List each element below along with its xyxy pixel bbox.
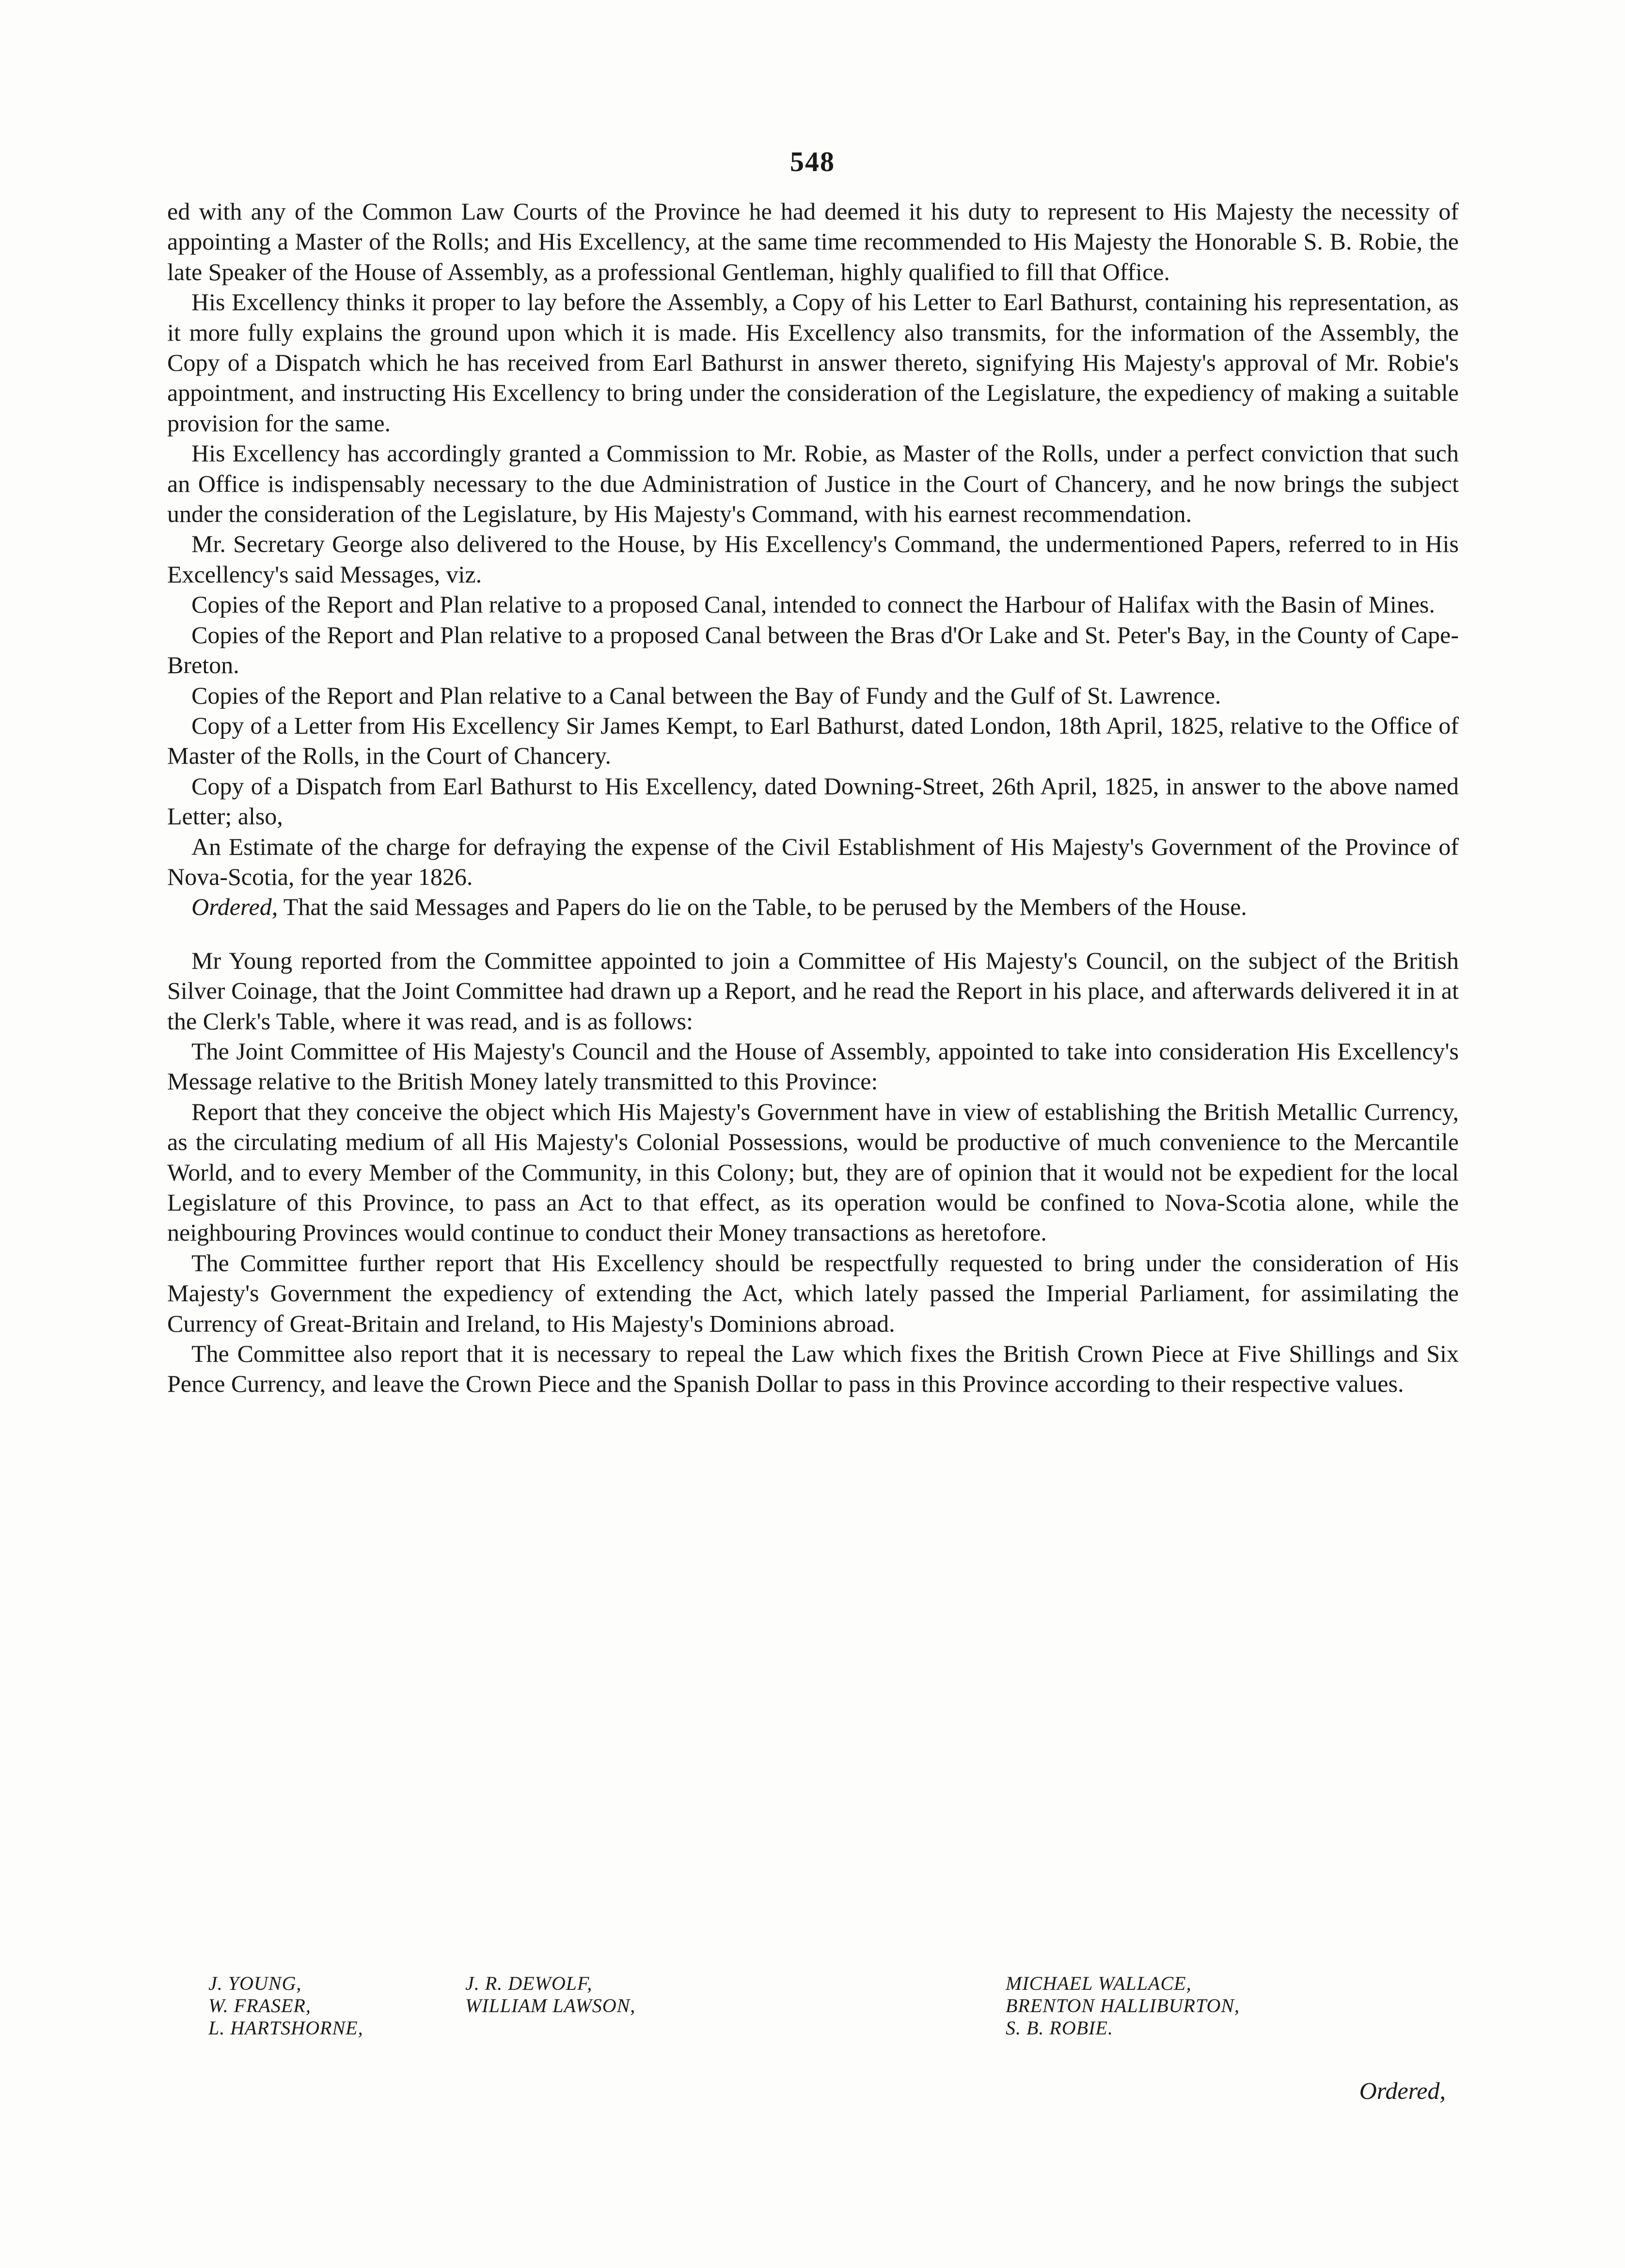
paragraph-text: The Committee also report that it is necessary to repeal the Law which fixes the British Crown Piece at Five Shillings and Six Pence Currency, and leave the Crown Piece and the Spanish Dollar to pass in this Province according to their respective values.	[167, 1340, 1459, 1398]
paragraph-text: Copies of the Report and Plan relative to a proposed Canal between the Bras d'Or Lake and St. Peter's Bay, in the County of Cape-Breton.	[167, 621, 1459, 679]
catchword: Ordered,	[1359, 2077, 1446, 2104]
signature-name: J. YOUNG,	[208, 1972, 302, 1994]
paragraph-text: The Joint Committee of His Majesty's Council and the House of Assembly, appointed to take into consideration His Excellency's Message relative to the British Money lately transmitted to this Province:	[167, 1037, 1459, 1095]
paragraph	[167, 892, 1459, 922]
signature-name: W. FRASER,	[208, 1995, 311, 2016]
paragraph	[167, 620, 1459, 680]
page-number: 548	[790, 146, 835, 177]
paragraph	[167, 438, 1459, 529]
paragraph-text: Copies of the Report and Plan relative to a proposed Canal, intended to connect the Harbour of Halifax with the Basin of Mines.	[191, 591, 1436, 618]
paragraph	[167, 771, 1459, 832]
signature-name: L. HARTSHORNE,	[208, 2017, 363, 2039]
paragraph-text: His Excellency has accordingly granted a Commission to Mr. Robie, as Master of the Rolls, under a perfect conviction that such an Office is indispensably necessary to the due Administration of Justice in the Court of Chancery, and he now brings the subject under the consideration of the Legislature, by His Majesty's Command, with his earnest recommendation.	[167, 440, 1459, 528]
signature-name: MICHAEL WALLACE,	[1006, 1972, 1192, 1994]
paragraph	[167, 1339, 1459, 1399]
signature-block	[208, 1972, 1468, 2045]
body-text	[167, 196, 1459, 1399]
signature-column-1	[208, 1972, 363, 2039]
paragraph-text: Mr Young reported from the Committee appointed to join a Committee of His Majesty's Council, on the subject of the British Silver Coinage, that the Joint Committee had drawn up a Report, and he read the Report in his place, and afterwards delivered it in at the Clerk's Table, where it was read, and is as follows:	[167, 946, 1459, 1035]
paragraph	[167, 710, 1459, 771]
paragraph	[167, 945, 1459, 1036]
paragraph	[167, 196, 1459, 287]
signature-name: WILLIAM LAWSON,	[465, 1995, 636, 2016]
paragraph-text: Copy of a Dispatch from Earl Bathurst to His Excellency, dated Downing-Street, 26th April, 1825, in answer to the above named Letter; also,	[167, 772, 1459, 830]
paragraph	[167, 287, 1459, 438]
paragraph	[167, 680, 1459, 710]
signature-name: J. R. DEWOLF,	[465, 1972, 593, 1994]
paragraph	[167, 529, 1459, 589]
paragraph	[167, 832, 1459, 892]
paragraph	[167, 589, 1459, 619]
signature-name: BRENTON HALLIBURTON,	[1006, 1995, 1240, 2016]
paragraph-text: That the said Messages and Papers do lie on the Table, to be perused by the Members of the House.	[278, 893, 1247, 921]
signature-column-3	[1006, 1972, 1240, 2039]
paragraph	[167, 1248, 1459, 1339]
signature-column-2	[465, 1972, 635, 2017]
paragraph-lead: Ordered,	[191, 893, 278, 921]
paragraph	[167, 1097, 1459, 1248]
paragraph-text: Report that they conceive the object which His Majesty's Government have in view of establishing the British Metallic Currency, as the circulating medium of all His Majesty's Colonial Possessions, would be productive of much convenience to the Mercantile World, and to every Member of the Community, in this Colony; but, they are of opinion that it would not be expedient for the local Legislature of this Province, to pass an Act to that effect, as its operation would be confined to Nova-Scotia alone, while the neighbouring Provinces would continue to conduct their Money transactions as heretofore.	[167, 1098, 1459, 1246]
paragraph-text: His Excellency thinks it proper to lay before the Assembly, a Copy of his Letter to Earl Bathurst, containing his representation, as it more fully explains the ground upon which it is made. His Excellency also transmits, for the information of the Assembly, the Copy of a Dispatch which he has received from Earl Bathurst in answer thereto, signifying His Majesty's approval of Mr. Robie's appointment, and instructing His Excellency to bring under the consideration of the Legislature, the expediency of making a suitable provision for the same.	[167, 288, 1459, 437]
paragraph-text: An Estimate of the charge for defraying the expense of the Civil Establishment of His Majesty's Government of the Province of Nova-Scotia, for the year 1826.	[167, 833, 1459, 890]
paragraph-text: Copy of a Letter from His Excellency Sir James Kempt, to Earl Bathurst, dated London, 18th April, 1825, relative to the Office of Master of the Rolls, in the Court of Chancery.	[167, 711, 1459, 770]
signature-name: S. B. ROBIE.	[1006, 2017, 1113, 2039]
paragraph-text: Copies of the Report and Plan relative to a Canal between the Bay of Fundy and the Gulf of St. Lawrence.	[191, 681, 1221, 709]
paragraph-text: The Committee further report that His Excellency should be respectfully requested to bring under the consideration of His Majesty's Government the expediency of extending the Act, which lately passed the Imperial Parliament, for assimilating the Currency of Great-Britain and Ireland, to His Majesty's Dominions abroad.	[167, 1249, 1459, 1337]
paragraph-text: ed with any of the Common Law Courts of the Province he had deemed it his duty to represent to His Majesty the necessity of appointing a Master of the Rolls; and His Excellency, at the same time recommended to His Majesty the Honorable S. B. Robie, the late Speaker of the House of Assembly, as a professional Gentleman, highly qualified to fill that Office.	[167, 198, 1459, 285]
paragraph-text: Mr. Secretary George also delivered to the House, by His Excellency's Command, the undermentioned Papers, referred to in His Excellency's said Messages, viz.	[167, 530, 1459, 588]
paragraph	[167, 1036, 1459, 1097]
